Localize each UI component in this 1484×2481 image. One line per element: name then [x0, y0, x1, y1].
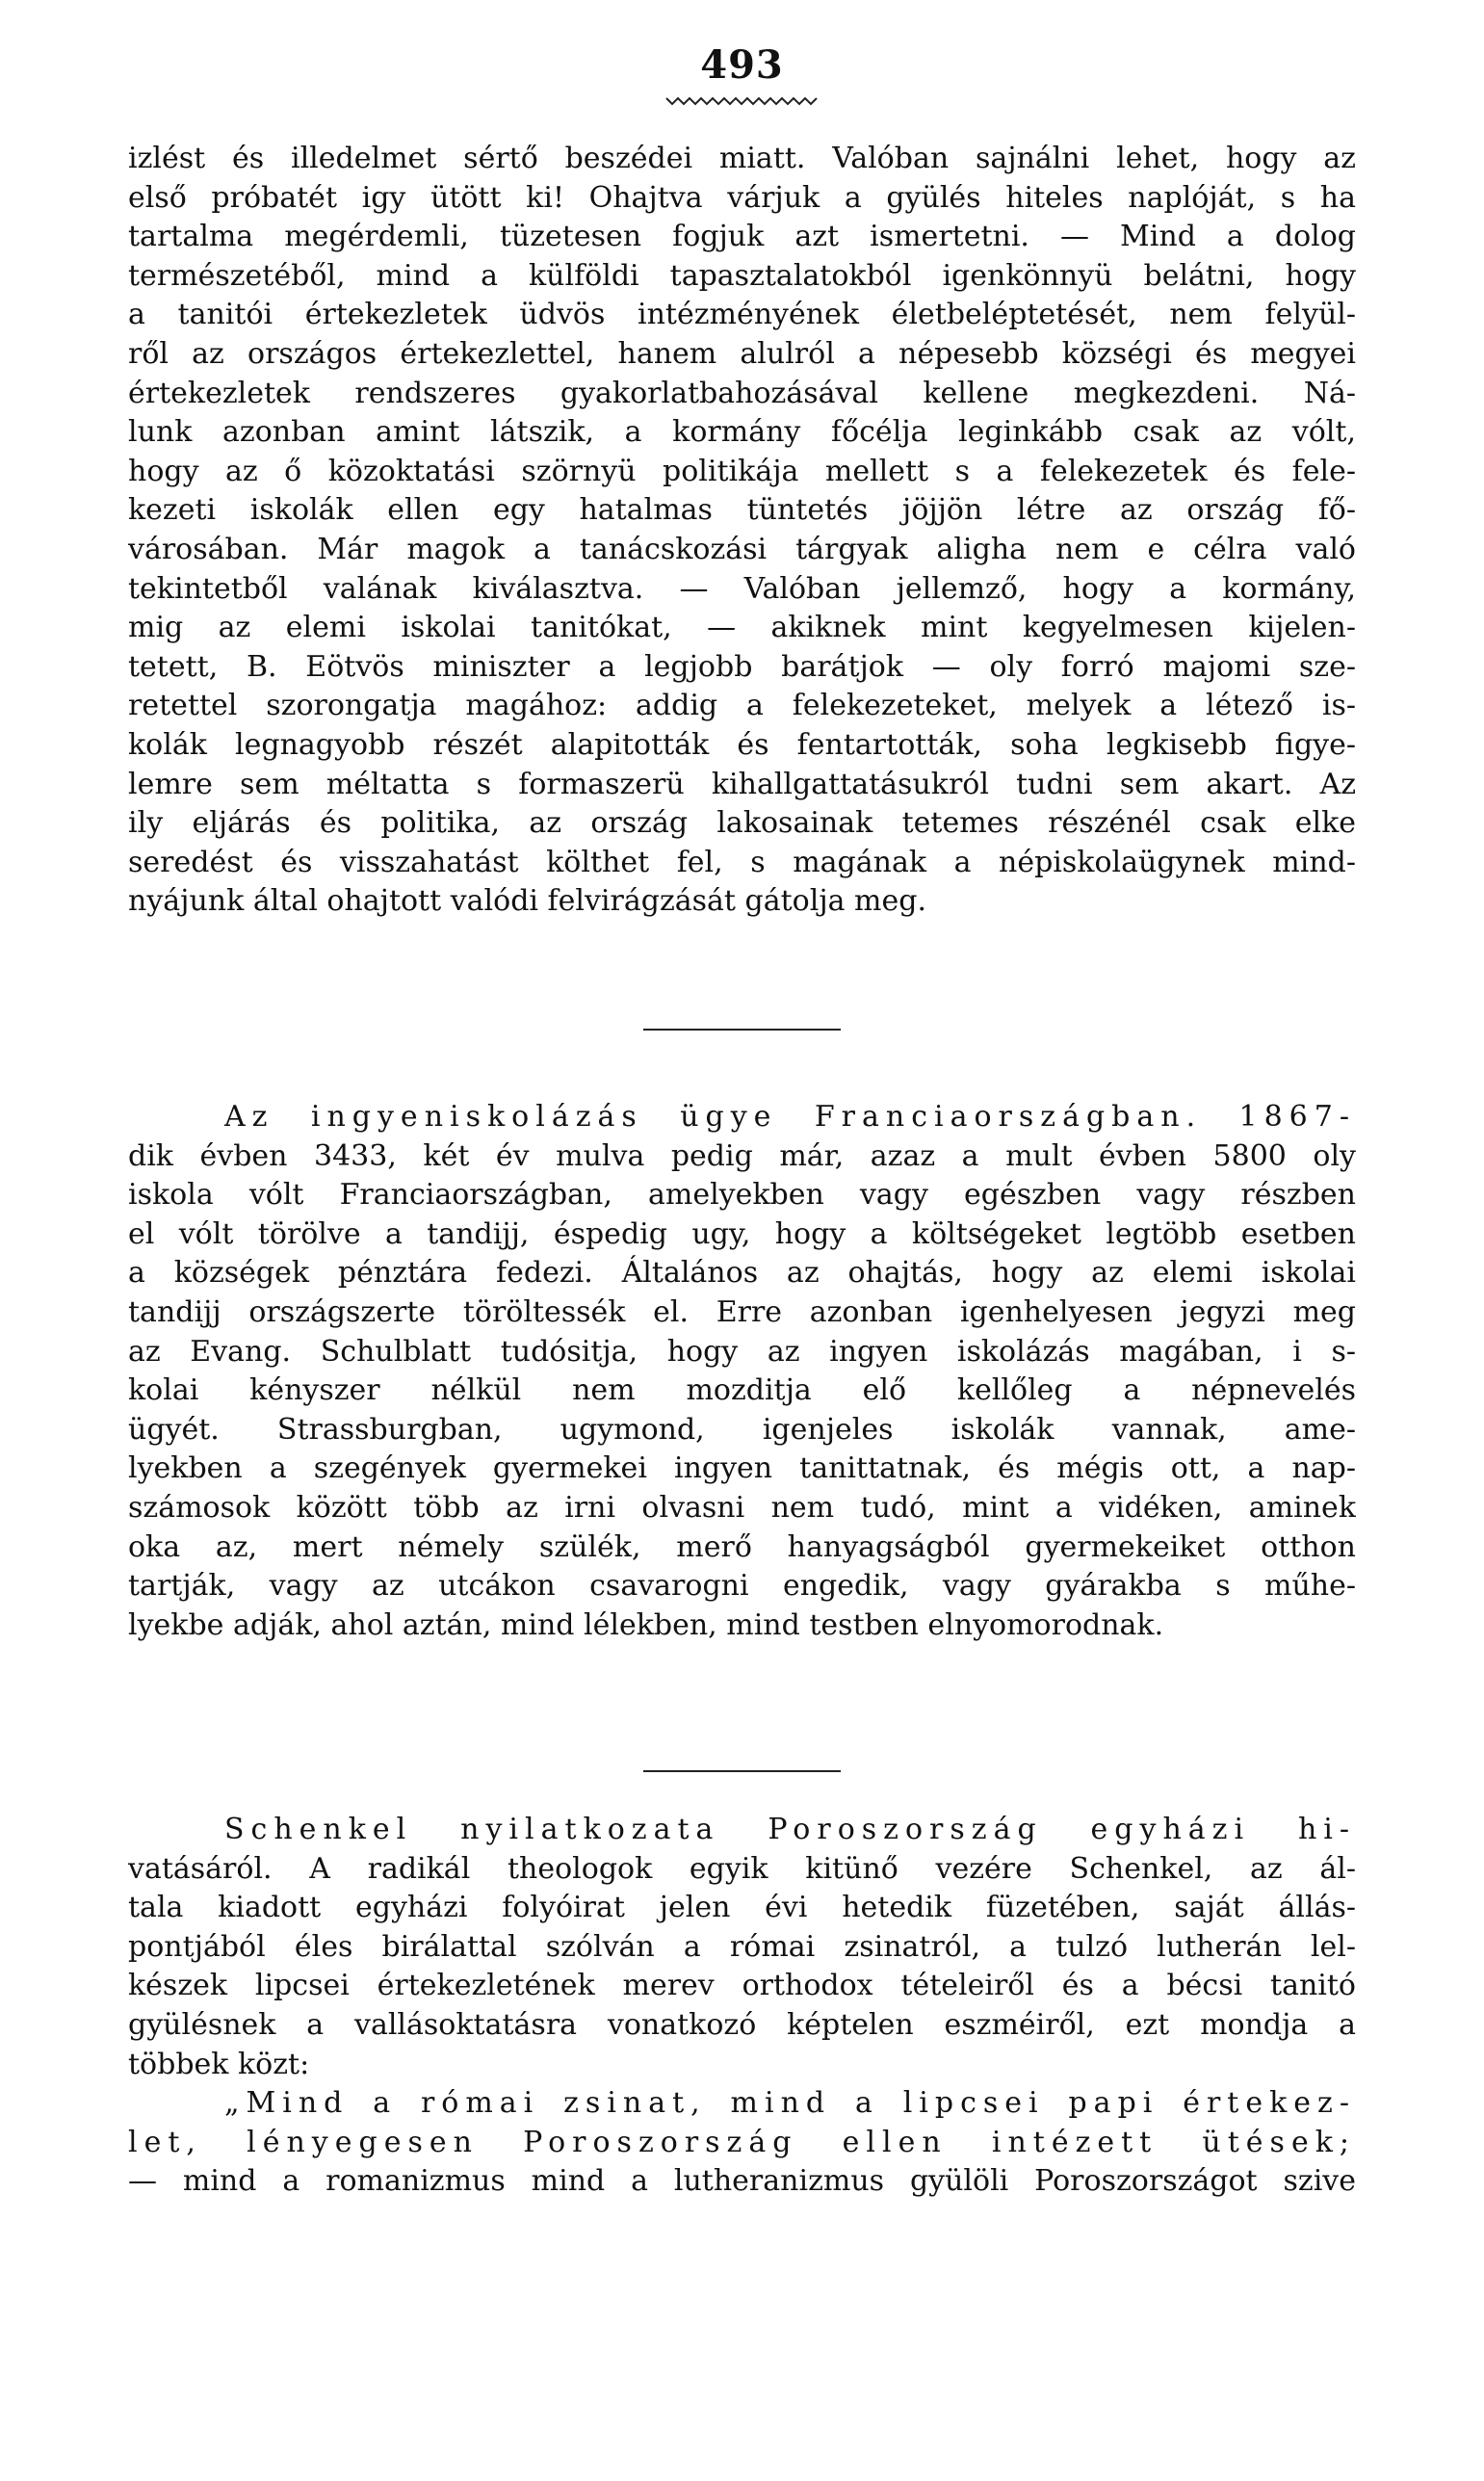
text-line: kezeti iskolák ellen egy hatalmas tüntetés jöjjön létre az ország fő-	[128, 493, 1356, 528]
section-divider	[643, 1770, 841, 1772]
text-line: pontjából éles birálattal szólván a római zsinatról, a tulzó lutherán lel-	[128, 1929, 1356, 1964]
text-line: el vólt törölve a tandijj, éspedig ugy, hogy a költségeket legtöbb esetben	[128, 1216, 1356, 1251]
text-line: többek közt:	[128, 2047, 310, 2081]
text-line: lunk azonban amint látszik, a kormány főcélja leginkább csak az vólt,	[128, 415, 1356, 450]
text-line: izlést és illedelmet sértő beszédei miatt. Valóban sajnálni lehet, hogy az	[128, 142, 1356, 175]
text-line: értekezletek rendszeres gyakorlatbahozásával kellene megkezdeni. Ná-	[128, 376, 1356, 410]
text-line: ről az országos értekezlettel, hanem alulról a népesebb községi és megyei	[128, 336, 1356, 371]
text-line: lyekben a szegények gyermekei ingyen tanittatnak, és mégis ott, a nap-	[128, 1451, 1356, 1486]
text-line: dik évben 3433, két év mulva pedig már, azaz a mult évben 5800 oly	[128, 1138, 1356, 1173]
text-line: iskola vólt Franciaországban, amelyekben vagy egészben vagy részben	[128, 1178, 1356, 1213]
page-number: 493	[700, 42, 784, 88]
text-line: nyájunk által ohajtott valódi felvirágzását gátolja meg.	[128, 884, 926, 919]
text-line: tandijj országszerte töröltessék el. Erre azonban igenhelyesen jegyzi meg	[128, 1294, 1356, 1329]
text-line: hogy az ő közoktatási szörnyü politikája mellett s a felekezetek és fele-	[128, 454, 1356, 488]
text-line: számosok között több az irni olvasni nem tudó, mint a vidéken, aminek	[128, 1490, 1356, 1525]
text-line: seredést és visszahatást költhet fel, s magának a népiskolaügynek mind-	[128, 845, 1356, 879]
text-line: gyülésnek a vallásoktatásra vonatkozó képtelen eszméiről, ezt mondja a	[128, 2007, 1356, 2042]
text-line: városában. Már magok a tanácskozási tárgyak aligha nem e célra való	[128, 532, 1356, 566]
text-line: oka az, mert némely szülék, merő hanyagságból gyermekeiket otthon	[128, 1529, 1356, 1564]
section-divider	[643, 1029, 841, 1031]
text-line: kolai kényszer nélkül nem mozditja elő kellőleg a népnevelés	[128, 1373, 1356, 1408]
text-line: mig az elemi iskolai tanitókat, — akiknek mint kegyelmesen kijelen-	[128, 611, 1356, 645]
text-line: tetett, B. Eötvös miniszter a legjobb barátjok — oly forró majomi sze-	[128, 649, 1356, 684]
text-line: az Evang. Schulblatt tudósitja, hogy az ingyen iskolázás magában, i s-	[128, 1334, 1356, 1369]
text-line: lemre sem méltatta s formaszerü kihallgattatásukról tudni sem akart. Az	[128, 767, 1356, 801]
paragraph-schenkel-statement	[128, 1811, 1356, 2202]
text-line: retettel szorongatja magához: addig a felekezeteket, melyek a létező is-	[128, 689, 1356, 723]
text-line: — mind a romanizmus mind a lutheranizmus gyülöli Poroszországot szive	[128, 2164, 1356, 2199]
text-line: ily eljárás és politika, az ország lakosainak tetemes részénél csak elke	[128, 806, 1356, 841]
paragraph-assembly-report	[128, 140, 1356, 922]
text-line: ügyét. Strassburgban, ugymond, igenjeles iskolák vannak, ame-	[128, 1412, 1356, 1447]
text-line: természetéből, mind a külföldi tapasztalatokból igenkönnyü belátni, hogy	[128, 258, 1356, 293]
text-line: első próbatét igy ütött ki! Ohajtva várjuk a gyülés hiteles naplóját, s ha	[128, 180, 1356, 215]
text-line: tartalma megérdemli, tüzetesen fogjuk azt ismertetni. — Mind a dolog	[128, 220, 1356, 254]
text-line: a községek pénztára fedezi. Általános az ohajtás, hogy az elemi iskolai	[128, 1256, 1356, 1291]
text-line: tala kiadott egyházi folyóirat jelen évi hetedik füzetében, saját állás-	[128, 1891, 1356, 1925]
text-line: a tanitói értekezletek üdvös intézményének életbeléptetését, nem felyül-	[128, 298, 1356, 332]
text-line: tekintetből valának kiválasztva. — Valóban jellemző, hogy a kormány,	[128, 571, 1356, 606]
section-heading-line: Schenkel nyilatkozata Poroszország egyházi hi-	[224, 1813, 1356, 1846]
wavy-ornament	[664, 94, 819, 108]
paragraph-free-schooling-france	[128, 1098, 1356, 1645]
section-heading-line: Az ingyeniskolázás ügye Franciaországban. 1867-	[224, 1100, 1356, 1134]
text-line: vatásáról. A radikál theologok egyik kitünő vezére Schenkel, az ál-	[128, 1851, 1356, 1886]
text-line: tartják, vagy az utcákon csavarogni engedik, vagy gyárakba s műhe-	[128, 1569, 1356, 1604]
text-line: készek lipcsei értekezletének merev orthodox tételeiről és a bécsi tanitó	[128, 1969, 1356, 2003]
quote-line: „Mind a római zsinat, mind a lipcsei papi értekez-	[224, 2086, 1356, 2121]
text-line: kolák legnagyobb részét alapitották és fentartották, soha legkisebb figye-	[128, 727, 1356, 762]
text-line: lyekbe adják, ahol aztán, mind lélekben, mind testben elnyomorodnak.	[128, 1607, 1164, 1642]
quote-line: let, lényegesen Poroszország ellen intézett ütések;	[128, 2125, 1356, 2159]
